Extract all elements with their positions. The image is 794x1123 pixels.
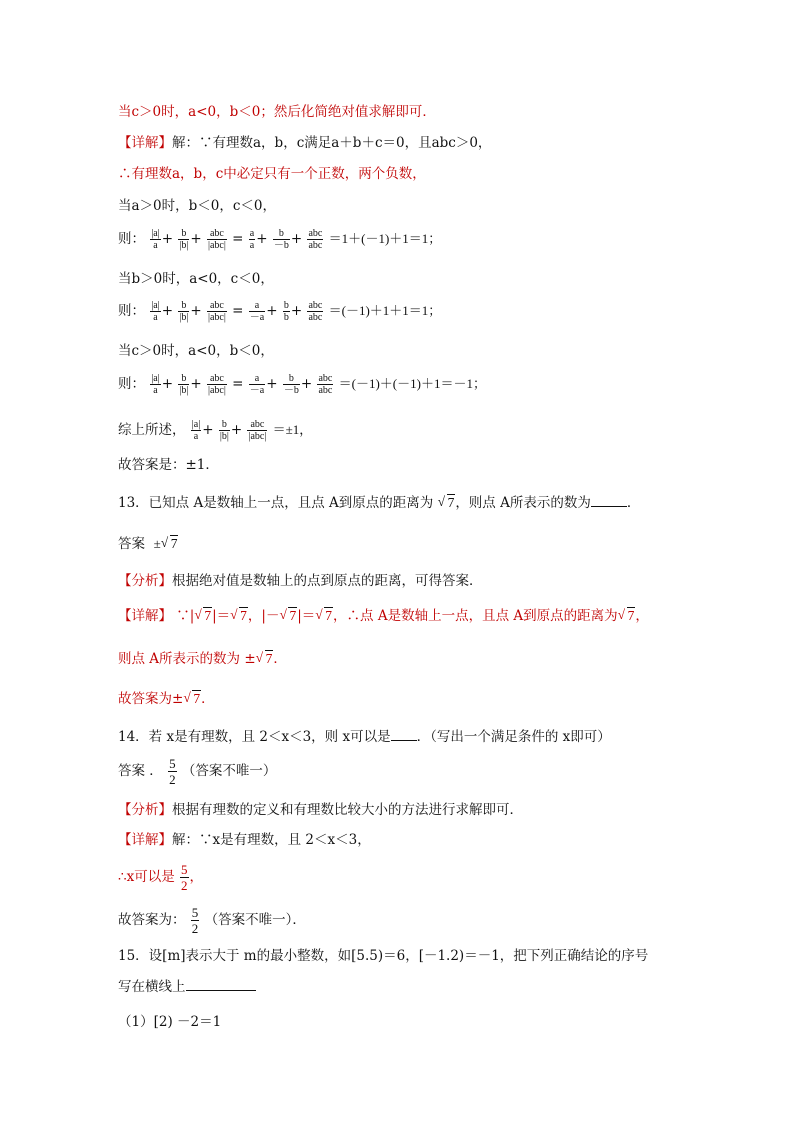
- item-text: （1）[2) －2＝1: [118, 1014, 222, 1030]
- text-line: [118, 197, 276, 215]
- formula-line: 则： $\frac{|a|}{a}$ + $\frac{b}{|b|}$ + $\frac{\text{abc}}{\text{|abc|}}$ = $\frac{a}{a}$ + $\frac{b}{-b}$ + $\frac{\text{abc}}{\text{abc}}$ ＝1＋(－1)＋1＝1；: [118, 228, 442, 251]
- fraction: $\frac{a}{a}$: [249, 228, 255, 251]
- sqrt: √ 7: [194, 607, 212, 625]
- fraction: $\frac{a}{-a}$: [249, 373, 265, 396]
- text-line: [118, 134, 491, 152]
- answer-blank: [391, 740, 417, 741]
- sqrt: √ 7: [161, 535, 179, 553]
- line-text: 当b＞0时，a<0，c＜0，: [118, 271, 274, 287]
- punct: ．: [292, 912, 306, 928]
- fraction: $\frac{5}{2}$: [181, 862, 188, 893]
- answer-line: [118, 690, 215, 708]
- line-text: 解：∵有理数a，b，c满足a＋b＋c＝0，且abc＞0，: [172, 135, 492, 151]
- analysis-text: 根据有理数的定义和有理数比较大小的方法进行求解即可．: [172, 802, 523, 818]
- line-text: ∴有理数a，b，c中必定只有一个正数，两个负数，: [118, 166, 426, 182]
- note-text: （答案不唯一）: [204, 912, 293, 928]
- formula-result: ＝1＋(－1)＋1＝1；: [328, 231, 442, 246]
- detail-line: [118, 650, 287, 668]
- fraction: $\frac{\text{abc}}{\text{abc}}$: [308, 228, 323, 251]
- then-label: 则：: [118, 376, 145, 392]
- question-13: [118, 494, 640, 512]
- fraction: $\frac{|a|}{a}$: [151, 228, 160, 251]
- sqrt: √ 7: [256, 650, 274, 668]
- detail-label: 【详解】: [118, 832, 172, 848]
- analysis-label: 【分析】: [118, 802, 172, 818]
- question-15-item: [118, 1013, 221, 1031]
- punct: ，: [189, 869, 203, 885]
- detail-label: 【详解】: [118, 135, 172, 151]
- analysis-label: 【分析】: [118, 573, 172, 589]
- fraction: $\frac{\text{abc}}{\text{|abc|}}$: [207, 373, 226, 396]
- text-line: [118, 103, 436, 121]
- answer-blank: [591, 506, 627, 507]
- formula-result: ＝(－1)＋1＋1＝1；: [328, 303, 442, 318]
- summary-label: 综上所述，: [118, 422, 186, 438]
- fraction: $\frac{b}{|b|}$: [179, 228, 189, 251]
- answer-text: 故答案为±: [118, 691, 184, 707]
- detail-label: 【详解】: [118, 608, 172, 624]
- sqrt: √ 7: [279, 607, 297, 625]
- fraction: $\frac{5}{2}$: [191, 905, 199, 936]
- sqrt: √ 7: [618, 607, 636, 625]
- text-line: [118, 342, 274, 360]
- punct: ．: [201, 691, 215, 707]
- question-14: [118, 728, 611, 746]
- formula-result: ＝±1，: [272, 422, 313, 437]
- answer-line: [118, 535, 178, 553]
- formula-line: 综上所述， $\frac{|a|}{a}$ + $\frac{b}{|b|}$ + $\frac{\text{abc}}{\text{|abc|}}$ ＝±1，: [118, 419, 313, 442]
- detail-text: 则点 A所表示的数为 ±: [118, 651, 256, 667]
- punct: ．: [626, 495, 641, 511]
- sqrt: √ 7: [315, 607, 333, 625]
- detail-text: 解：∵x是有理数，且 2＜x＜3，: [172, 832, 371, 848]
- punct: ．: [273, 651, 287, 667]
- question-15-line2: [118, 978, 256, 996]
- detail-line: 【详解】 ∵|√ 7|＝√ 7，|－√ 7|＝√ 7，∴点 A是数轴上一点，且点 A到原点的距离为√ 7，: [118, 607, 649, 625]
- line-text: 当c＞0时，a<0，b＜0，: [118, 343, 274, 359]
- fraction: $\frac{5}{2}$: [169, 756, 176, 787]
- question-15: [118, 947, 648, 965]
- formula-line: 则： $\frac{|a|}{a}$ + $\frac{b}{|b|}$ + $\frac{\text{abc}}{\text{|abc|}}$ = $\frac{a}{-a}$ + $\frac{b}{-b}$ + $\frac{\text{abc}}{\text{abc}}$ ＝(－1)＋(－1)＋1＝－1；: [118, 373, 486, 396]
- question-text: 14．若 x是有理数，且 2＜x＜3，则 x可以是: [118, 729, 391, 745]
- fraction: $\frac{b}{-b}$: [273, 228, 289, 251]
- plus-minus: ±: [153, 536, 161, 551]
- fraction: $\frac{|a|}{a}$: [151, 300, 160, 323]
- punct: ．: [149, 763, 163, 779]
- fraction: $\frac{\text{abc}}{\text{|abc|}}$: [207, 228, 226, 251]
- then-label: 则：: [118, 231, 145, 247]
- text-line: [118, 165, 426, 183]
- fraction: $\frac{b}{|b|}$: [179, 300, 189, 323]
- answer-text: 故答案为：: [118, 912, 186, 928]
- question-text: ．（写出一个满足条件的 x即可）: [416, 729, 611, 745]
- formula-result: ＝(－1)＋(－1)＋1＝－1；: [338, 376, 486, 391]
- fraction: $\frac{b}{-b}$: [283, 373, 299, 396]
- fraction: $\frac{\text{abc}}{\text{abc}}$: [308, 300, 323, 323]
- answer-blank: [186, 990, 256, 991]
- fraction: $\frac{\text{abc}}{\text{|abc|}}$: [248, 419, 267, 442]
- question-text: 15．设[m]表示大于 m的最小整数，如[5.5)＝6，[－1.2)＝－1，把下列正确结论的序号: [118, 948, 649, 964]
- answer-label: 答案: [118, 536, 145, 552]
- formula-line: 则： $\frac{|a|}{a}$ + $\frac{b}{|b|}$ + $\frac{\text{abc}}{\text{|abc|}}$ = $\frac{a}{-a}$ + $\frac{b}{b}$ + $\frac{\text{abc}}{\text{abc}}$ ＝(－1)＋1＋1＝1；: [118, 300, 442, 323]
- sqrt: √ 7: [230, 607, 248, 625]
- analysis-line: [118, 801, 523, 819]
- fraction: $\frac{\text{abc}}{\text{|abc|}}$: [207, 300, 226, 323]
- question-text: ，则点 A所表示的数为: [455, 495, 591, 511]
- line-text: 当c＞0时，a<0，b＜0；然后化简绝对值求解即可．: [118, 104, 436, 120]
- answer-text: 故答案是：±1．: [118, 457, 219, 473]
- fraction: $\frac{b}{b}$: [283, 300, 289, 323]
- detail-line: [118, 831, 371, 849]
- answer-line: [118, 756, 276, 787]
- answer-line: [118, 905, 306, 936]
- fraction: $\frac{|a|}{a}$: [191, 419, 201, 442]
- detail-line: [118, 862, 203, 893]
- note-text: （答案不唯一）: [181, 763, 277, 779]
- fraction: $\frac{a}{-a}$: [249, 300, 265, 323]
- detail-text: ∴x可以是: [118, 869, 175, 885]
- sqrt: √ 7: [438, 494, 456, 512]
- text-line: [118, 270, 274, 288]
- sqrt: √ 7: [183, 690, 201, 708]
- fraction: $\frac{\text{abc}}{\text{abc}}$: [318, 373, 333, 396]
- line-text: 当a＞0时，b＜0，c＜0，: [118, 198, 277, 214]
- fraction: $\frac{b}{|b|}$: [179, 373, 189, 396]
- text-line: [118, 456, 219, 474]
- analysis-line: [118, 572, 483, 590]
- fraction: $\frac{b}{|b|}$: [219, 419, 229, 442]
- fraction: $\frac{|a|}{a}$: [151, 373, 160, 396]
- then-label: 则：: [118, 303, 145, 319]
- answer-label: 答案: [118, 763, 145, 779]
- analysis-text: 根据绝对值是数轴上的点到原点的距离，可得答案．: [172, 573, 483, 589]
- question-text: 写在横线上: [118, 979, 186, 995]
- question-text: 13．已知点 A是数轴上一点，且点 A到原点的距离为: [118, 495, 434, 511]
